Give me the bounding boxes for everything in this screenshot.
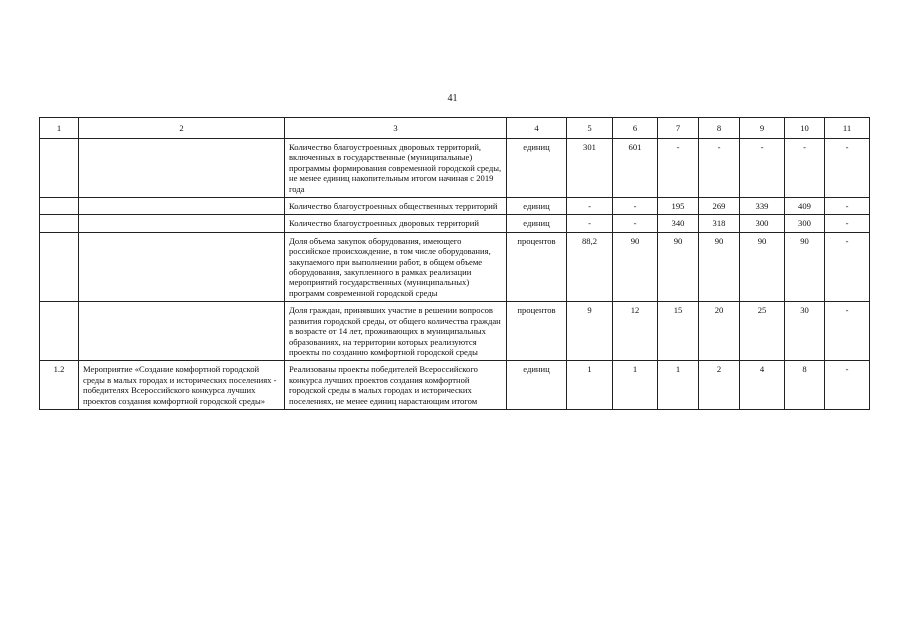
value-col-5: 1 [567,361,613,410]
value-col-10: - [785,139,825,198]
value-col-6: - [613,215,658,232]
value-col-8: 318 [699,215,740,232]
indicator-name: Количество благоустроенных дворовых территорий, включенных в государственные (муниципальные) программы формирования современной городской среды, не менее единиц накопительным итогом начиная с 2019 года [285,139,507,198]
table-row [40,232,870,301]
unit-cell: единиц [507,215,567,232]
event-name [79,139,285,198]
header-col-1: 1 [40,118,79,139]
table-row [40,139,870,198]
value-col-11: - [825,215,870,232]
header-col-3: 3 [285,118,507,139]
unit-cell: процентов [507,302,567,361]
event-name [79,215,285,232]
header-col-10: 10 [785,118,825,139]
header-col-7: 7 [658,118,699,139]
value-col-9: 4 [740,361,785,410]
indicators-table [39,117,870,410]
row-number [40,302,79,361]
value-col-8: 20 [699,302,740,361]
value-col-9: - [740,139,785,198]
header-col-9: 9 [740,118,785,139]
event-name: Мероприятие «Создание комфортной городской среды в малых городах и исторических поселениях - победителях Всероссийского конкурса лучших проектов создания комфортной городской среды» [79,361,285,410]
header-col-6: 6 [613,118,658,139]
value-col-10: 8 [785,361,825,410]
value-col-6: - [613,198,658,215]
value-col-7: 195 [658,198,699,215]
value-col-6: 90 [613,232,658,301]
value-col-10: 300 [785,215,825,232]
row-number: 1.2 [40,361,79,410]
indicator-name: Количество благоустроенных дворовых территорий [285,215,507,232]
table-row [40,302,870,361]
event-name [79,198,285,215]
value-col-8: 269 [699,198,740,215]
header-col-2: 2 [79,118,285,139]
table-row [40,198,870,215]
indicator-name: Доля граждан, принявших участие в решении вопросов развития городской среды, от общего количества граждан в возрасте от 14 лет, проживающих в муниципальных образованиях, на территории которых реализуются проекты по созданию комфортной городской среды [285,302,507,361]
indicator-name: Количество благоустроенных общественных территорий [285,198,507,215]
value-col-7: 90 [658,232,699,301]
header-col-4: 4 [507,118,567,139]
value-col-10: 409 [785,198,825,215]
value-col-10: 30 [785,302,825,361]
value-col-9: 25 [740,302,785,361]
value-col-5: 9 [567,302,613,361]
value-col-9: 90 [740,232,785,301]
row-number [40,215,79,232]
value-col-11: - [825,139,870,198]
event-name [79,232,285,301]
value-col-11: - [825,232,870,301]
indicator-name: Реализованы проекты победителей Всероссийского конкурса лучших проектов создания комфортной городской среды в малых городах и исторических поселениях, не менее единиц нарастающим итогом [285,361,507,410]
header-col-11: 11 [825,118,870,139]
page-number: 41 [447,93,458,104]
indicator-name: Доля объема закупок оборудования, имеющего российское происхождение, в том числе оборудования, закупаемого при выполнении работ, в общем объеме оборудования, закупленного в рамках реализации мероприятий государственных (муниципальных) программ современной городской среды [285,232,507,301]
value-col-6: 601 [613,139,658,198]
unit-cell: единиц [507,198,567,215]
value-col-5: 88,2 [567,232,613,301]
table-row [40,215,870,232]
unit-cell: единиц [507,139,567,198]
value-col-5: - [567,215,613,232]
value-col-11: - [825,198,870,215]
header-col-8: 8 [699,118,740,139]
value-col-8: 90 [699,232,740,301]
value-col-7: 340 [658,215,699,232]
value-col-7: 15 [658,302,699,361]
value-col-7: - [658,139,699,198]
value-col-11: - [825,302,870,361]
value-col-10: 90 [785,232,825,301]
value-col-9: 339 [740,198,785,215]
value-col-7: 1 [658,361,699,410]
header-col-5: 5 [567,118,613,139]
value-col-6: 12 [613,302,658,361]
unit-cell: процентов [507,232,567,301]
event-name [79,302,285,361]
row-number [40,232,79,301]
value-col-9: 300 [740,215,785,232]
value-col-6: 1 [613,361,658,410]
value-col-8: 2 [699,361,740,410]
table-row [40,361,870,410]
value-col-11: - [825,361,870,410]
value-col-5: - [567,198,613,215]
row-number [40,198,79,215]
value-col-5: 301 [567,139,613,198]
row-number [40,139,79,198]
value-col-8: - [699,139,740,198]
header-row [40,118,870,139]
unit-cell: единиц [507,361,567,410]
